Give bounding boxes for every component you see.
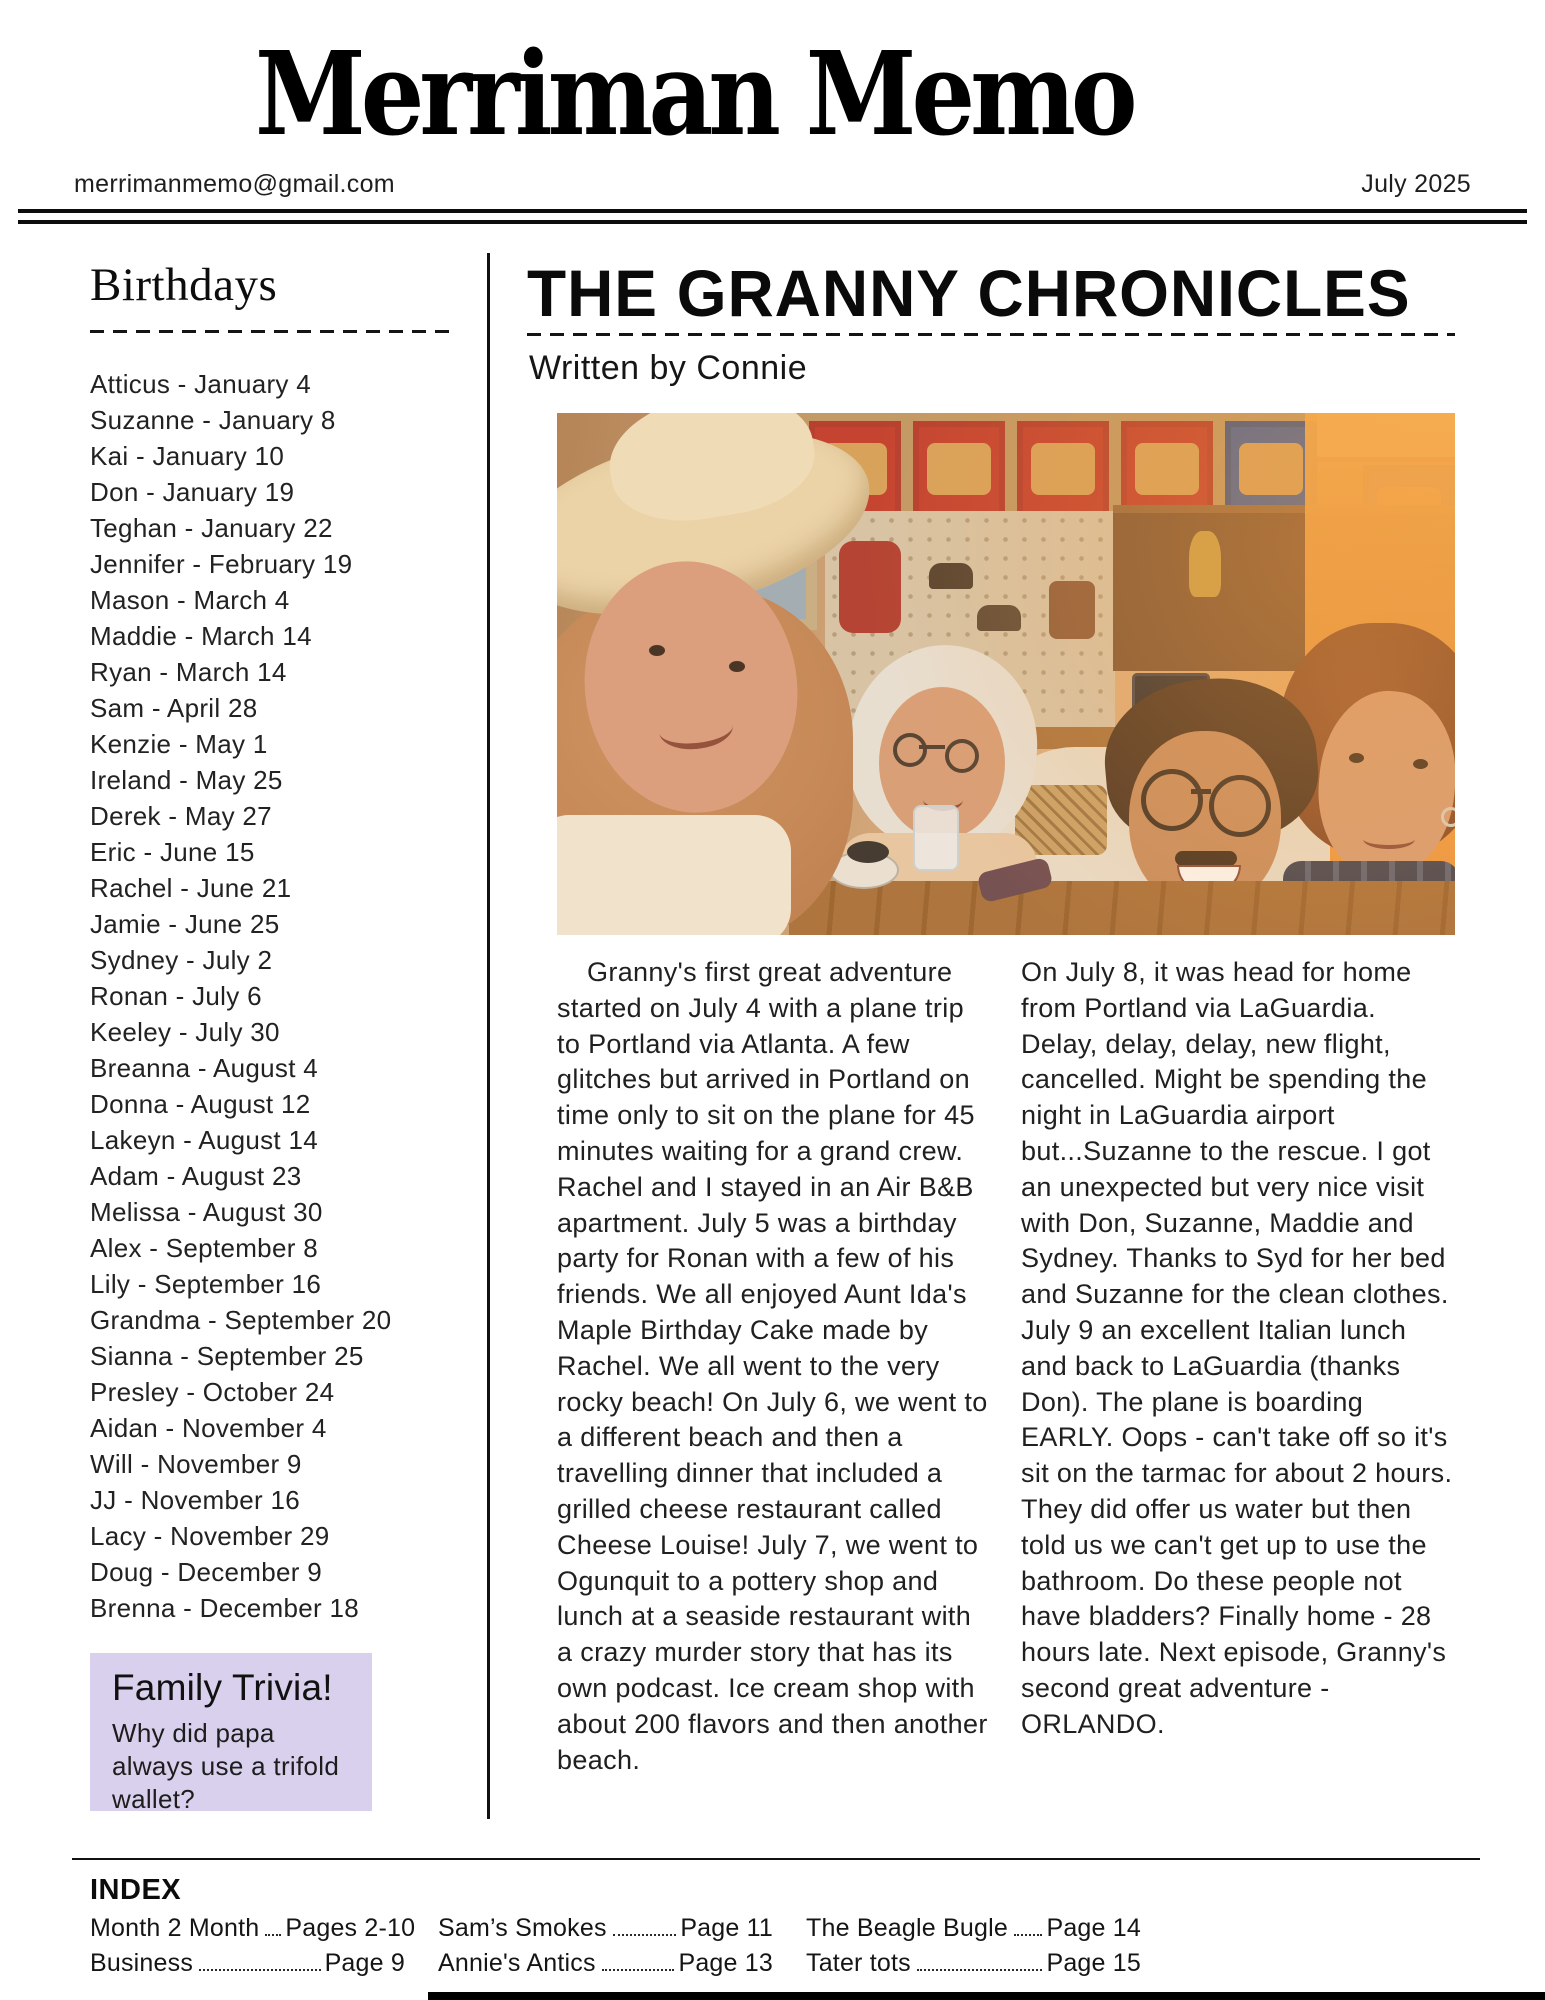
birthday-entry: Sam - April 28 [90, 693, 258, 723]
birthdays-dashed-rule [90, 330, 450, 333]
birthday-entry: Sianna - September 25 [90, 1341, 364, 1371]
masthead-email: merrimanmemo@gmail.com [74, 170, 395, 198]
bottom-black-bar [428, 1992, 1545, 2000]
index-entry-label: Month 2 Month [90, 1914, 260, 1942]
index-entry [90, 1949, 405, 1984]
birthday-entry: Jamie - June 25 [90, 909, 280, 939]
index-leader-dots [1014, 1934, 1042, 1936]
index-leader-dots [602, 1969, 675, 1971]
trivia-title: Family Trivia! [112, 1667, 333, 1708]
birthday-entry: Eric - June 15 [90, 837, 255, 867]
birthday-entry: Derek - May 27 [90, 801, 272, 831]
birthday-entry: Alex - September 8 [90, 1233, 318, 1263]
index-entry-page: Page 9 [324, 1949, 405, 1977]
birthday-entry: Sydney - July 2 [90, 945, 273, 975]
vertical-divider [487, 253, 490, 1819]
article-column-2: On July 8, it was head for home from Portland via LaGuardia. Delay, delay, delay, new flight, cancelled. Might be spending the night in LaGuardia airport but...Suzanne to the rescue. I got an unexpected but very nice visit with Don, Suzanne, Maddie and Sydney. Thanks to Syd for her bed and Suzanne for the clean clothes. July 9 an excellent Italian lunch and back to LaGuardia (thanks Don). The plane is boarding EARLY. Oops - can't take off so it's sit on the tarmac for about 2 hours. They did offer us water but then told us we can't get up to use the bathroom. Do these people not have bladders? Finally home - 28 hours late. Next episode, Granny's second great adventure - ORLANDO. [1021, 957, 1453, 1739]
family-trivia-box [90, 1653, 372, 1814]
index-entry [806, 1949, 1141, 1984]
birthday-entry: Don - January 19 [90, 477, 295, 507]
birthday-entry: Ronan - July 6 [90, 981, 262, 1011]
birthday-entry: Kai - January 10 [90, 441, 285, 471]
birthday-list [90, 366, 460, 1626]
index-heading: INDEX [90, 1874, 182, 1906]
birthday-entry: Donna - August 12 [90, 1089, 311, 1119]
index-entry-page: Page 14 [1046, 1914, 1141, 1942]
masthead-double-rule [18, 209, 1527, 224]
birthday-entry: Grandma - September 20 [90, 1305, 392, 1335]
index-entry-label: Business [90, 1949, 194, 1977]
birthday-entry: Will - November 9 [90, 1449, 302, 1479]
birthday-entry: Ryan - March 14 [90, 657, 287, 687]
birthday-entry: Ireland - May 25 [90, 765, 283, 795]
birthday-entry: Melissa - August 30 [90, 1197, 323, 1227]
birthday-entry: Teghan - January 22 [90, 513, 333, 543]
index-entry-page: Page 15 [1046, 1949, 1141, 1977]
birthday-entry: Lily - September 16 [90, 1269, 322, 1299]
index-leader-dots [613, 1934, 677, 1936]
birthday-entry: JJ - November 16 [90, 1485, 300, 1515]
birthday-entry: Atticus - January 4 [90, 369, 312, 399]
birthday-entry: Adam - August 23 [90, 1161, 302, 1191]
article-photo [557, 413, 1455, 935]
birthday-entry: Breanna - August 4 [90, 1053, 318, 1083]
index-leader-dots [917, 1969, 1043, 1971]
article-column-1: Granny's first great adventure started on July 4 with a plane trip to Portland via Atlanta. A few glitches but arrived in Portland on time only to sit on the plane for 45 minutes waiting for a grand crew. Rachel and I stayed in an Air B&B apartment. July 5 was a birthday party for Ronan with a few of his friends. We all enjoyed Aunt Ida's Maple Birthday Cake made by Rachel. We all went to the very rocky beach! On July 6, we went to a different beach and then a travelling dinner that included a grilled cheese restaurant called Cheese Louise! July 7, we went to Ogunquit to a pottery shop and lunch at a seaside restaurant with a crazy murder story that has its own podcast. Ice cream shop with about 200 flavors and then another beach. [557, 957, 988, 1775]
birthday-entry: Lakeyn - August 14 [90, 1125, 318, 1155]
index-top-rule [72, 1858, 1480, 1860]
birthday-entry: Mason - March 4 [90, 585, 290, 615]
index-entry [90, 1914, 416, 1949]
index-entry-label: Sam’s Smokes [438, 1914, 607, 1942]
birthday-entry: Aidan - November 4 [90, 1413, 327, 1443]
birthday-entry: Maddie - March 14 [90, 621, 312, 651]
index-entry-label: Annie's Antics [438, 1949, 596, 1977]
birthday-entry: Jennifer - February 19 [90, 549, 353, 579]
birthday-entry: Kenzie - May 1 [90, 729, 268, 759]
index-entry [438, 1914, 773, 1949]
index-entry [806, 1914, 1141, 1949]
index-entry-page: Page 13 [678, 1949, 773, 1977]
index-entry-label: The Beagle Bugle [806, 1914, 1008, 1942]
birthday-entry: Rachel - June 21 [90, 873, 292, 903]
index-entry-page: Pages 2-10 [285, 1914, 416, 1942]
index-list [90, 1914, 1141, 1984]
article-byline: Written by Connie [529, 349, 808, 387]
article-headline: THE GRANNY CHRONICLES [527, 256, 1411, 330]
birthday-entry: Keeley - July 30 [90, 1017, 280, 1047]
masthead-title: Merriman Memo [255, 26, 1133, 162]
index-entry [438, 1949, 773, 1984]
birthday-entry: Doug - December 9 [90, 1557, 322, 1587]
photo-warm-tint-overlay [557, 413, 1455, 935]
birthday-entry: Brenna - December 18 [90, 1593, 360, 1623]
masthead-issue-date: July 2025 [1361, 170, 1471, 198]
birthday-entry: Lacy - November 29 [90, 1521, 330, 1551]
index-entry-page: Page 11 [680, 1914, 773, 1942]
index-leader-dots [265, 1934, 281, 1936]
index-entry-label: Tater tots [806, 1949, 911, 1977]
headline-dashed-rule [527, 333, 1455, 336]
birthday-entry: Presley - October 24 [90, 1377, 335, 1407]
trivia-question: Why did papa always use a trifold wallet? [112, 1718, 340, 1814]
birthdays-heading: Birthdays [90, 259, 278, 311]
index-leader-dots [199, 1969, 321, 1971]
birthday-entry: Suzanne - January 8 [90, 405, 336, 435]
